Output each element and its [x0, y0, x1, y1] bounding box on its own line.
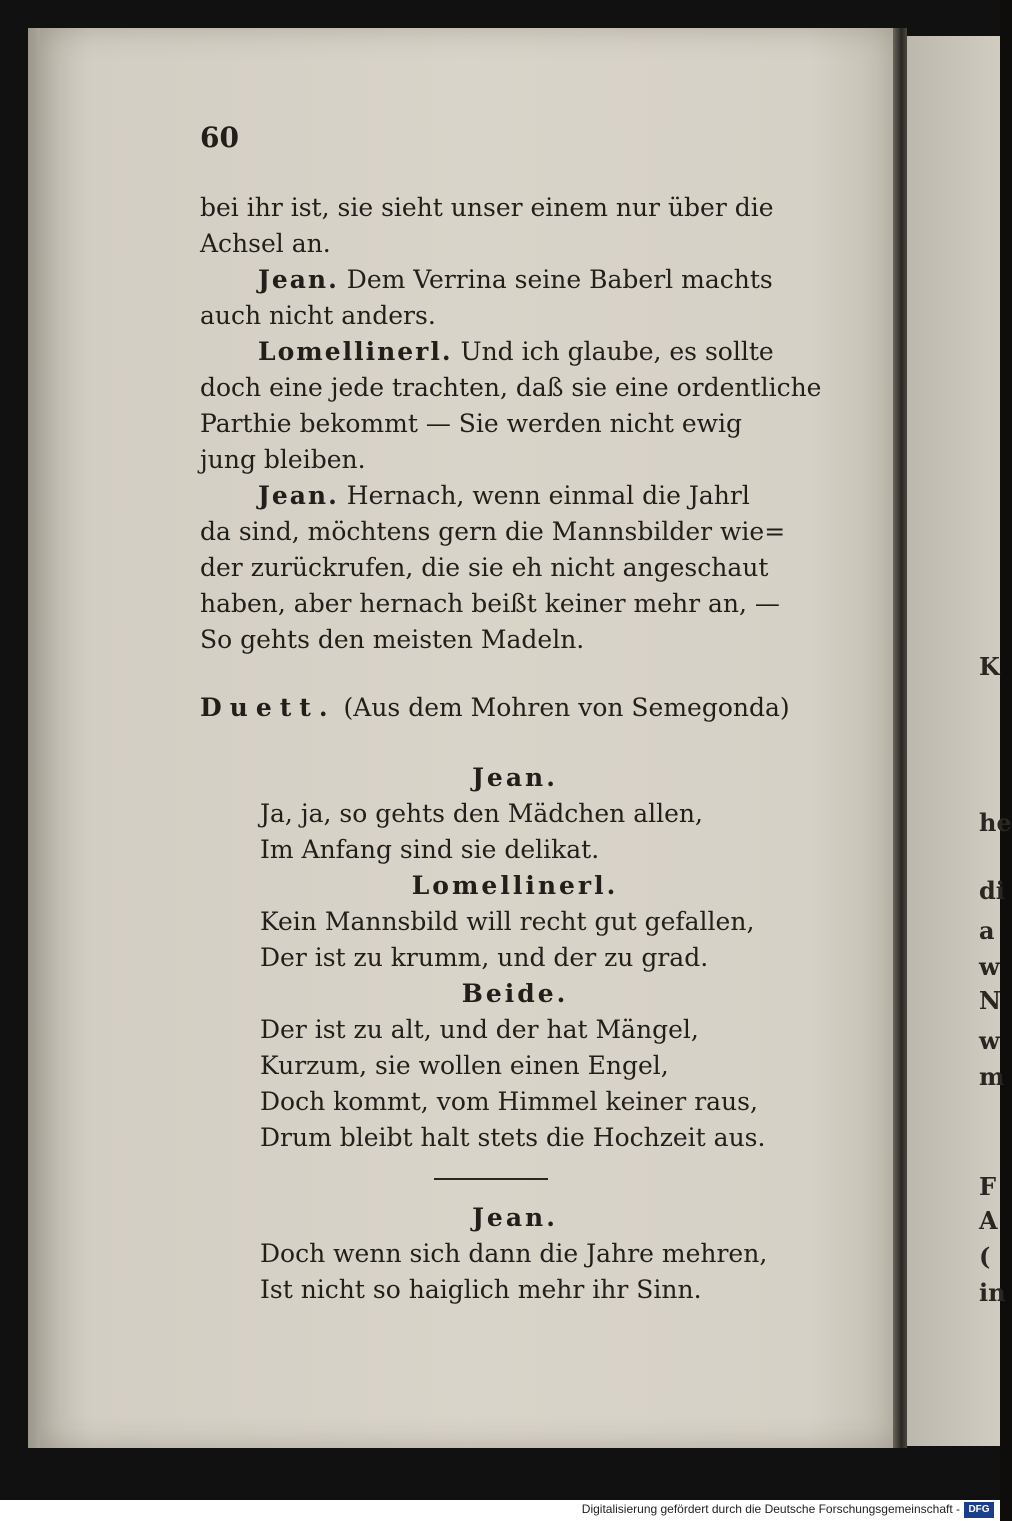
next-page-fragment: in — [979, 1278, 1006, 1307]
speaker-name: Lomellinerl. — [258, 337, 453, 366]
next-page-edge — [907, 36, 1012, 1446]
song-source: (Aus dem Mohren von Semegonda) — [343, 693, 790, 722]
verse-line: Der ist zu krumm, und der zu grad. — [260, 943, 709, 972]
verse-line: Im Anfang sind sie delikat. — [260, 835, 600, 864]
verse-line: Kurzum, sie wollen einen Engel, — [260, 1051, 669, 1080]
verse-line: Ja, ja, so gehts den Mädchen allen, — [260, 799, 703, 828]
verse-speaker: Beide. — [461, 979, 569, 1008]
paragraph — [200, 190, 812, 262]
next-page-fragment: K — [979, 652, 1000, 681]
next-page-fragment: ( — [979, 1242, 991, 1271]
text-line: bei ihr ist, sie sieht unser einem nur über die — [200, 193, 774, 222]
verse-line: Doch wenn sich dann die Jahre mehren, — [260, 1239, 768, 1268]
text-fragment: Und ich glaube, es sollte — [460, 337, 774, 366]
paragraph — [200, 262, 812, 334]
text-line: Achsel an. — [200, 229, 331, 258]
text-line — [200, 478, 812, 514]
text-fragment: Dem Verrina seine Baberl machts — [346, 265, 773, 294]
text-line: So gehts den meisten Madeln. — [200, 625, 585, 654]
next-page-fragment: a — [979, 916, 995, 945]
song-heading — [200, 690, 790, 726]
next-page-fragment: N — [979, 986, 1001, 1015]
verse-speaker: Jean. — [472, 763, 558, 792]
next-page-fragment: w — [979, 1026, 1000, 1055]
next-page-fragment: w — [979, 952, 1000, 981]
footer-credit: Digitalisierung gefördert durch die Deutsche Forschungsgemeinschaft - — [581, 1502, 960, 1516]
text-line: Parthie bekommt — Sie werden nicht ewig — [200, 409, 743, 438]
next-page-fragment: m — [979, 1062, 1005, 1091]
text-line: jung bleiben. — [200, 445, 366, 474]
text-line — [200, 334, 812, 370]
paragraph — [200, 334, 822, 478]
section-divider — [434, 1178, 548, 1180]
next-page-fragment: he — [979, 808, 1012, 837]
verse-line: Drum bleibt halt stets die Hochzeit aus. — [260, 1123, 766, 1152]
verse-line: Kein Mannsbild will recht gut gefallen, — [260, 907, 755, 936]
dfg-logo: DFG — [964, 1502, 994, 1518]
text-fragment: Hernach, wenn einmal die Jahrl — [346, 481, 750, 510]
page-number: 60 — [200, 121, 239, 154]
verse-block — [260, 1200, 800, 1308]
text-line: doch eine jede trachten, daß sie eine ordentliche — [200, 373, 822, 402]
text-line: auch nicht anders. — [200, 301, 436, 330]
verse-line: Der ist zu alt, und der hat Mängel, — [260, 1015, 699, 1044]
verse-speaker: Jean. — [472, 1203, 558, 1232]
verse-line: Ist nicht so haiglich mehr ihr Sinn. — [260, 1275, 702, 1304]
book-gutter — [893, 28, 907, 1448]
verse-line: Doch kommt, vom Himmel keiner raus, — [260, 1087, 758, 1116]
verse-speaker: Lomellinerl. — [411, 871, 619, 900]
text-line: haben, aber hernach beißt keiner mehr an, — — [200, 589, 780, 618]
verse-block — [260, 760, 800, 1156]
speaker-name: Jean. — [258, 265, 339, 294]
text-line — [200, 262, 812, 298]
next-page-fragment: di — [979, 876, 1005, 905]
digitization-footer — [0, 1500, 1000, 1521]
next-page-fragment: F — [979, 1172, 997, 1201]
speaker-name: Jean. — [258, 481, 339, 510]
text-line: da sind, möchtens gern die Mannsbilder wie= — [200, 517, 786, 546]
text-line: der zurückrufen, die sie eh nicht angeschaut — [200, 553, 769, 582]
next-page-fragment: A — [979, 1206, 998, 1235]
paragraph — [200, 478, 812, 658]
song-label: Duett. — [200, 693, 336, 722]
